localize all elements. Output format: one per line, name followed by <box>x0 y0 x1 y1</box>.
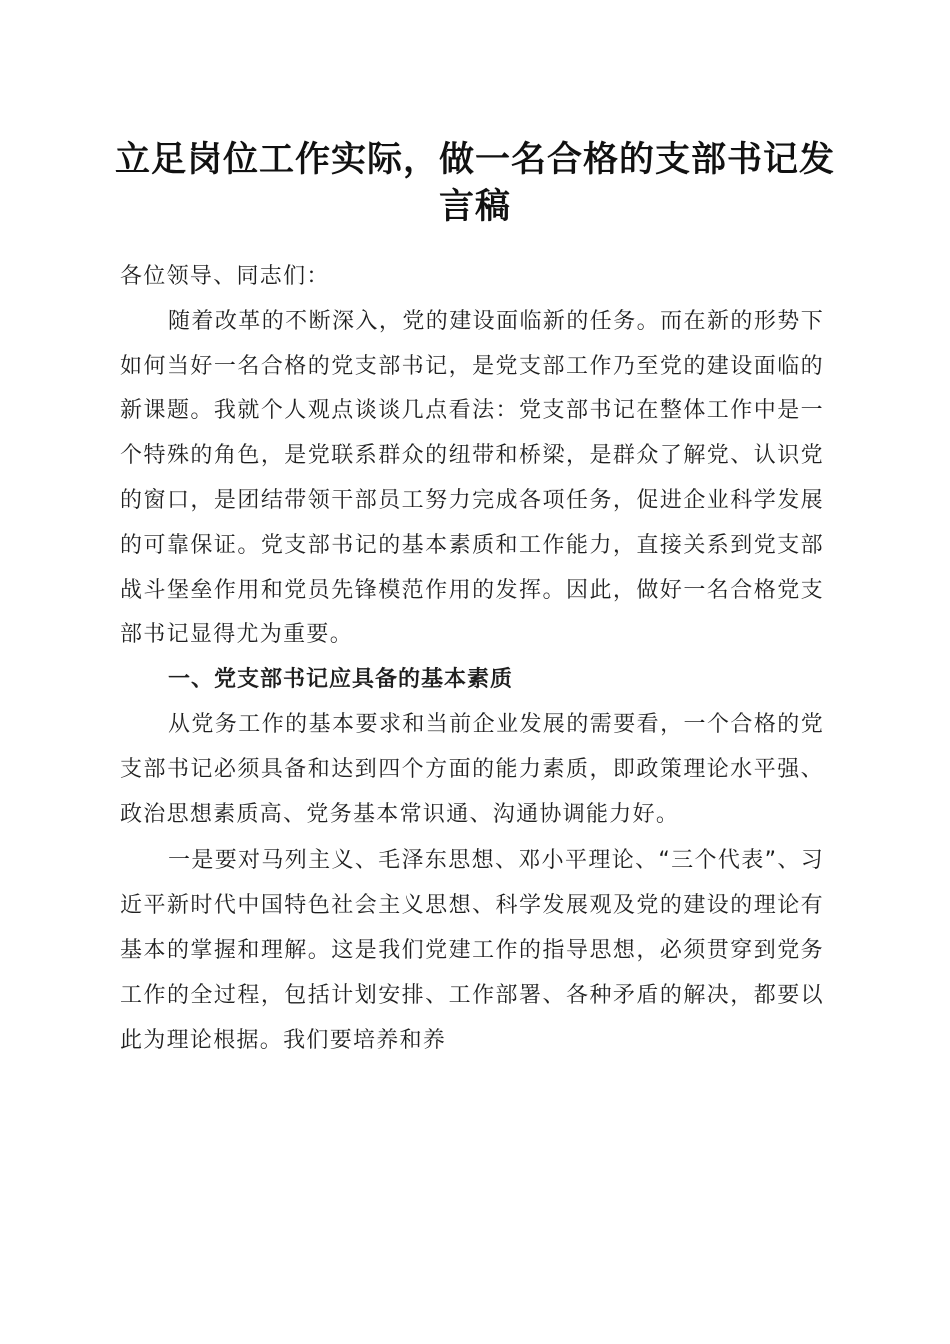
paragraph-qualities: 从党务工作的基本要求和当前企业发展的需要看，一个合格的党支部书记必须具备和达到四个方面的能力素质，即政策理论水平强、政治思想素质高、党务基本常识通、沟通协调能力好。 <box>120 711 824 827</box>
paragraph-theory: 一是要对马列主义、毛泽东思想、邓小平理论、“三个代表”、习近平新时代中国特色社会主义思想、科学发展观及党的建设的理论有基本的掌握和理解。这是我们党建工作的指导思想，必须贯穿到党务工作的全过程，包括计划安排、工作部署、各种矛盾的解决，都要以此为理论根据。我们要培养和养 <box>120 848 824 1053</box>
section-heading-1: 一、党支部书记应具备的基本素质 <box>168 667 514 693</box>
salutation: 各位领导、同志们： <box>120 264 330 289</box>
paragraph-intro: 随着改革的不断深入，党的建设面临新的任务。而在新的形势下如何当好一名合格的党支部书记，是党支部工作乃至党的建设面临的新课题。我就个人观点谈谈几点看法：党支部书记在整体工作中是一个特殊的角色，是党联系群众的纽带和桥梁，是群众了解党、认识党的窗口，是团结带领干部员工努力完成各项任务，促进企业科学发展的可靠保证。党支部书记的基本素质和工作能力，直接关系到党支部战斗堡垒作用和党员先锋模范作用的发挥。因此，做好一名合格党支部书记显得尤为重要。 <box>120 308 824 648</box>
document-body <box>120 255 824 1063</box>
document-title: 立足岗位工作实际，做一名合格的支部书记发言稿 <box>115 139 836 227</box>
